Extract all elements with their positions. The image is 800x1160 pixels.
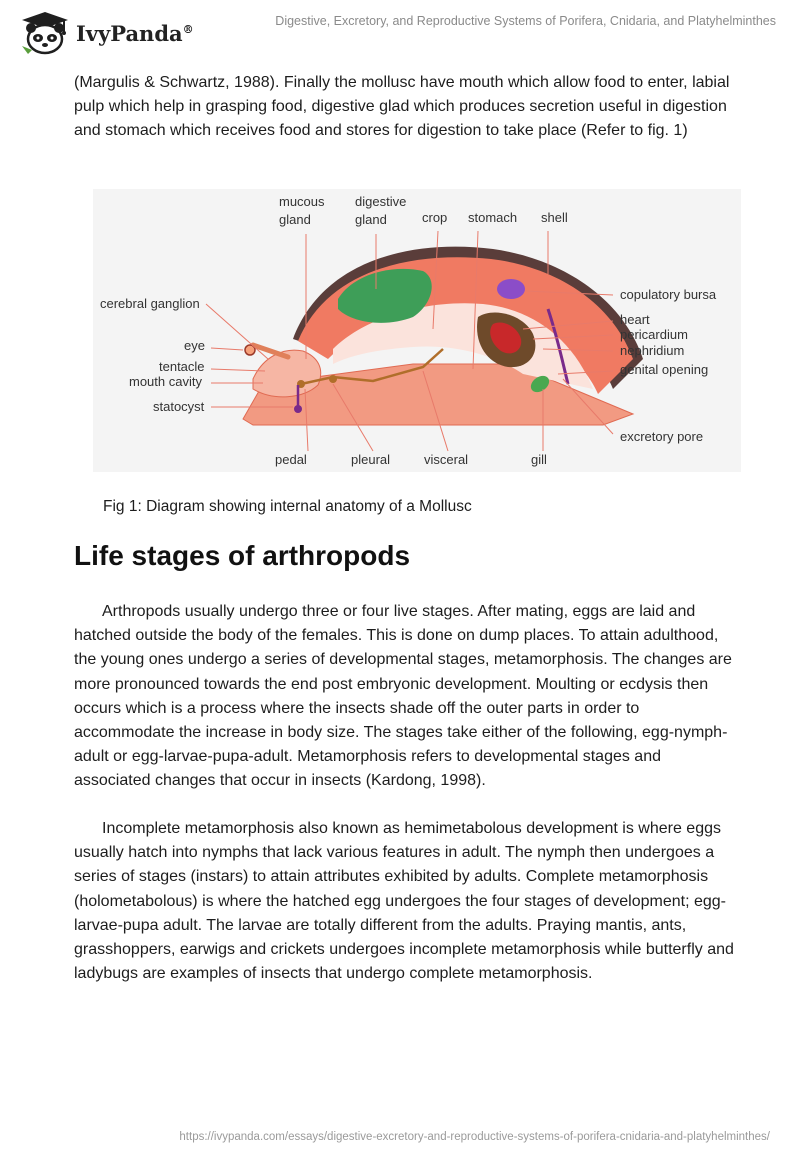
label-excretory-pore: excretory pore [620,429,704,444]
label-genital-opening: genital opening [620,362,709,377]
label-heart: heart [620,312,650,327]
mollusc-anatomy-figure [93,189,741,472]
mollusc-diagram [93,189,741,472]
label-shell: shell [541,210,568,225]
brand-name: IvyPanda® [76,20,194,46]
label-copulatory-bursa: copulatory bursa [620,287,717,302]
label-pleural: pleural [351,452,391,467]
label-pericardium: pericardium [620,327,688,342]
section-paragraph-1: Arthropods usually undergo three or four live stages. After mating, eggs are laid and hatched outside the body of the females. This is done on dump places. To attain adulthood, the young ones undergo a series of developmental stages, metamorphosis. The changes are more pronounced towards the end post embryonic development. Moulting or ecdysis then occurs which is a process where the insects shade off the outer parts in order to accommodate the increase in body size. The stages take either of the following, egg-nymph-adult or egg-larvae-pupa-adult. Metamorphosis refers to developmental stages and associated changes that occur in insects (Kardong, 1998). [74,603,732,790]
copulatory-bursa-shape [497,279,525,299]
ivypanda-logo[interactable] [18,9,218,57]
section-paragraph-2: Incomplete metamorphosis also known as hemimetabolous development is where eggs usually hatch into nymphs that lack various features in adult. The nymph then undergoes a series of stages (instars) to attain attributes exhibited by adults. Complete metamorphosis (holometabolous) is where the hatched egg undergoes the four stages of development; egg-larvae-pupa adult. The larvae are totally different from the adults. Praying mantis, ants, grasshoppers, earwigs and crickets undergoes incomplete metamorphosis while butterfly and ladybugs are examples of insects that undergo complete metamorphosis. [74,820,734,983]
label-gill: gill [531,452,547,467]
label-nephridium: nephridium [620,343,685,358]
footer-url[interactable]: https://ivypanda.com/essays/digestive-excretory-and-reproductive-systems-of-porifera-cnidaria-and-platyhelminthes/ [179,1131,770,1143]
page-header [0,0,800,62]
document-title: Digestive, Excretory, and Reproductive Systems of Porifera, Cnidaria, and Platyhelminthes [275,14,776,28]
label-pedal: pedal [275,452,307,467]
label-visceral: visceral [424,452,469,467]
label-mucous-gland: gland [279,212,311,227]
section-heading: Life stages of arthropods [74,540,411,571]
label-statocyst: statocyst [153,399,205,414]
label-tentacle: tentacle [159,359,205,374]
label-digestive-gland: gland [355,212,387,227]
label-mucous: mucous [279,194,325,209]
label-eye: eye [184,338,205,353]
label-mouth-cavity: mouth cavity [129,374,202,389]
intro-paragraph: (Margulis & Schwartz, 1988). Finally the mollusc have mouth which allow food to enter, labial pulp which help in grasping food, digestive glad which produces secretion useful in digestion and stomach which receives food and stores for digestion to take place (Refer to fig. 1) [74,74,730,140]
label-stomach: stomach [468,210,518,225]
label-cerebral-ganglion: cerebral ganglion [100,296,200,311]
panda-logo-icon [18,10,72,56]
label-digestive: digestive [355,194,407,209]
figure-caption: Fig 1: Diagram showing internal anatomy of a Mollusc [103,498,472,515]
label-crop: crop [422,210,448,225]
